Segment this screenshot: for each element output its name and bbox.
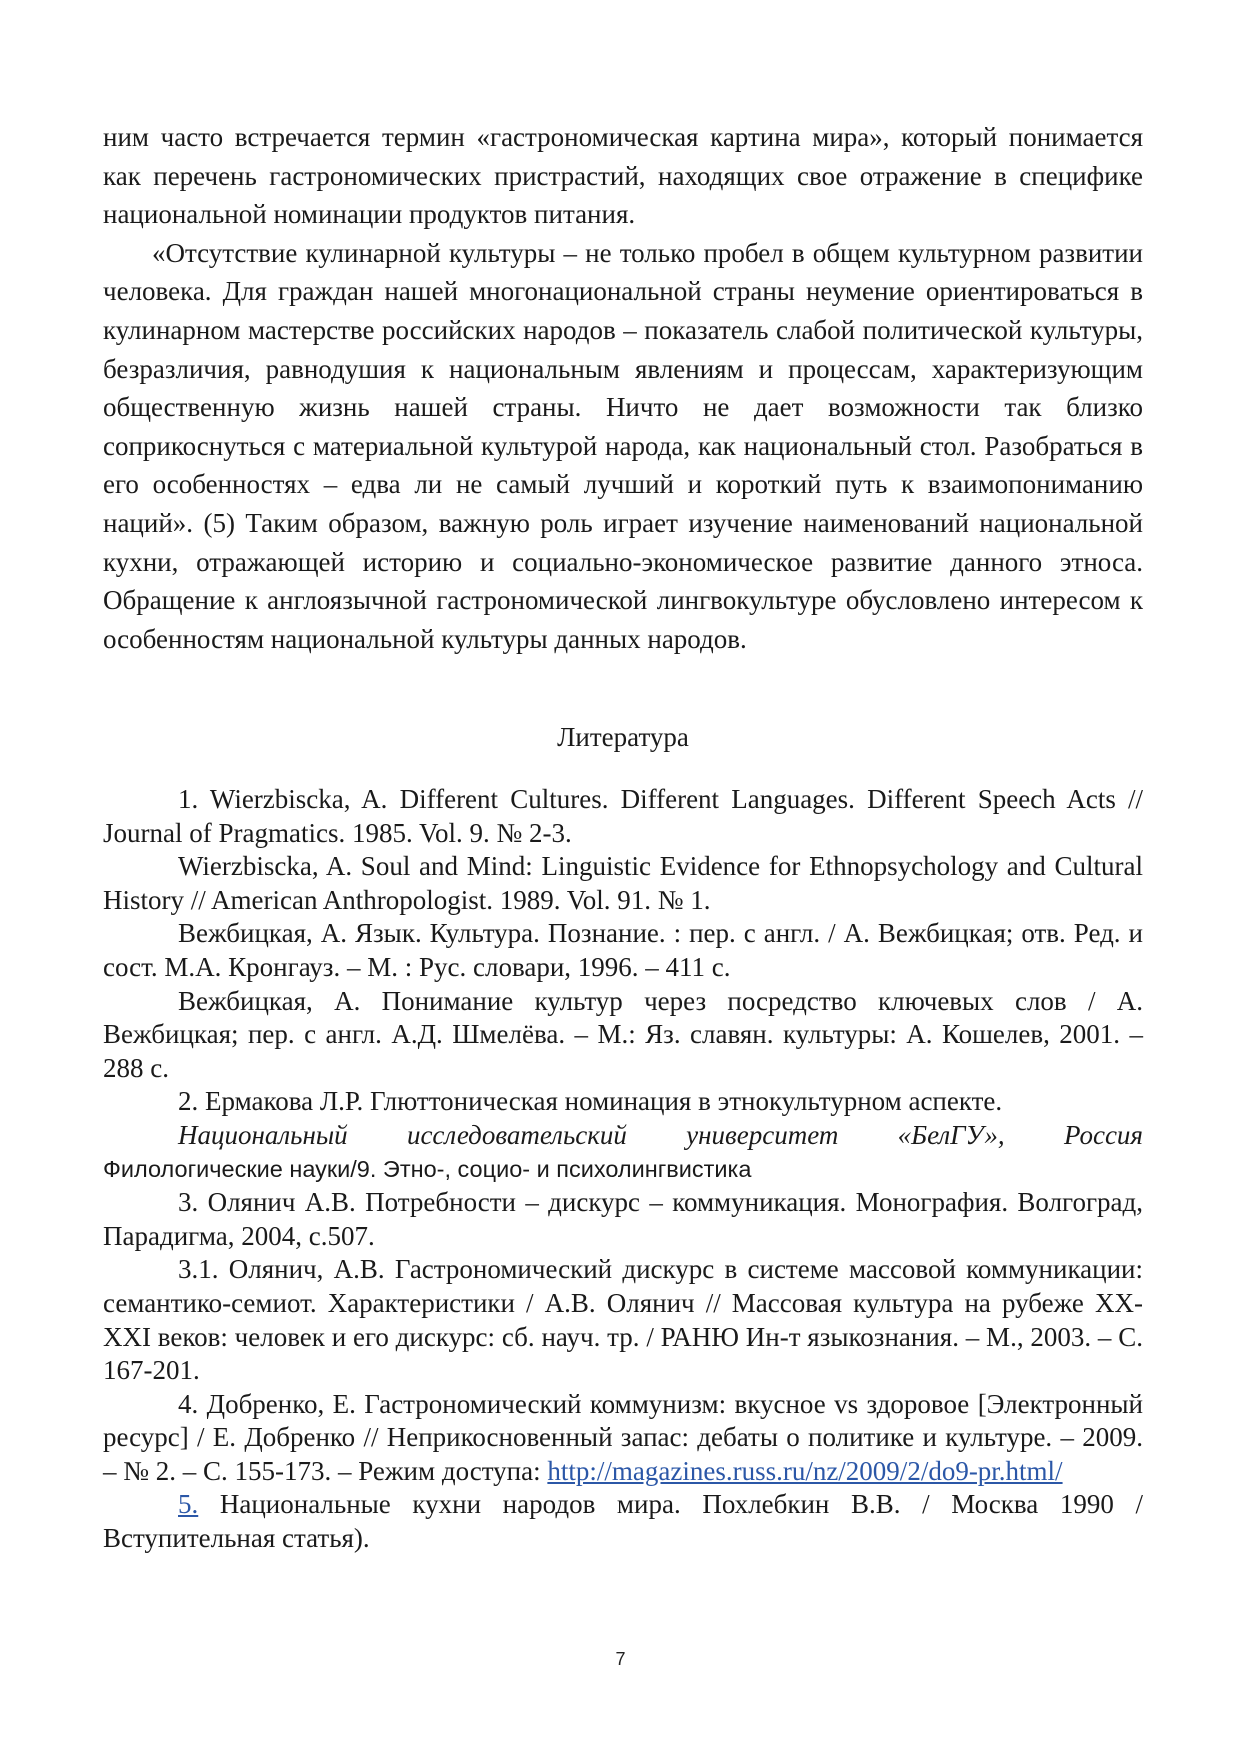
author-affiliation: Национальный исследовательский университет «БелГУ», Россия <box>178 1119 1143 1150</box>
reference-item-1: 1. Wierzbiscka, A. Different Cultures. Different Languages. Different Speech Acts // Journal of Pragmatics. 1985. Vol. 9. № 2-3. <box>103 784 1143 848</box>
reference-item-1d: Вежбицкая, А. Понимание культур через посредство ключевых слов / А. Вежбицкая; пер. с англ. А.Д. Шмелёва. – М.: Яз. славян. культуры: А. Кошелев, 2001. – 288 с. <box>103 985 1143 1083</box>
reference-item-1c: Вежбицкая, А. Язык. Культура. Познание. : пер. с англ. / А. Вежбицкая; отв. Ред. и сост. М.А. Кронгауз. – М. : Рус. словари, 1996. – 411 с. <box>103 918 1143 982</box>
reference-item-3-1: 3.1. Олянич, А.В. Гастрономический дискурс в системе массовой коммуникации: семантико-семиот. Характеристики / А.В. Олянич // Массовая культура на рубеже XX-XXI веков: человек и его дискурс: сб. науч. тр. / РАНЮ Ин-т языкознания. – М., 2003. – С. 167-201. <box>103 1254 1143 1386</box>
reference-item-5-number-link[interactable]: 5. <box>178 1489 199 1520</box>
reference-list <box>103 783 1143 1556</box>
page-number: 7 <box>615 1649 626 1669</box>
body-text <box>103 118 1143 658</box>
reference-item-3: 3. Олянич А.В. Потребности – дискурс – коммуникация. Монография. Волгоград, Парадигма, 2004, с.507. <box>103 1187 1143 1251</box>
references-heading: Литература <box>557 722 689 752</box>
reference-item-5-text: Национальные кухни народов мира. Похлебкин В.В. / Москва 1990 / Вступительная статья). <box>103 1489 1143 1554</box>
reference-item-1b: Wierzbiscka, A. Soul and Mind: Linguistic Evidence for Ethnopsychology and Cultural History // American Anthropologist. 1989. Vol. 91. № 1. <box>103 851 1143 915</box>
paragraph-quote: «Отсутствие кулинарной культуры – не только пробел в общем культурном развитии человека. Для граждан нашей многонациональной страны неумение ориентироваться в кулинарном мастерстве российских народов – показатель слабой политической культуры, безразличия, равнодушия к национальным явлениям и процессам, характеризующим общественную жизнь нашей страны. Ничто не дает возможности так близко соприкоснуться с материальной культурой народа, как национальный стол. Разобраться в его особенностях – едва ли не самый лучший и короткий путь к взаимопониманию наций». (5) Таким образом, важную роль играет изучение наименований национальной кухни, отражающей историю и социально-экономическое развитие данного этноса. Обращение к англоязычной гастрономической лингвокультуре обусловлено интересом к особенностям национальной культуры данных народов. <box>103 237 1143 654</box>
reference-url-link[interactable]: http://magazines.russ.ru/nz/2009/2/do9-pr.html/ <box>547 1455 1063 1486</box>
reference-item-2: 2. Ермакова Л.Р. Глюттоническая номинация в этнокультурном аспекте. <box>178 1086 1003 1117</box>
reference-item-4-text: 4. Добренко, Е. Гастрономический коммунизм: вкусное vs здоровое [Электронный ресурс] / Е. Добренко // Неприкосновенный запас: дебаты о политике и культуре. – 2009. – № 2. – С. 155-173. – Режим доступа: <box>103 1388 1143 1486</box>
reference-item-4 <box>103 1388 1143 1489</box>
section-label: Филологические науки/9. Этно-, социо- и психолингвистика <box>103 1155 752 1182</box>
paragraph-continuation: ним часто встречается термин «гастрономическая картина мира», который понимается как перечень гастрономических пристрастий, находящих свое отражение в специфике национальной номинации продуктов питания. <box>103 122 1143 230</box>
reference-item-5 <box>103 1488 1143 1555</box>
